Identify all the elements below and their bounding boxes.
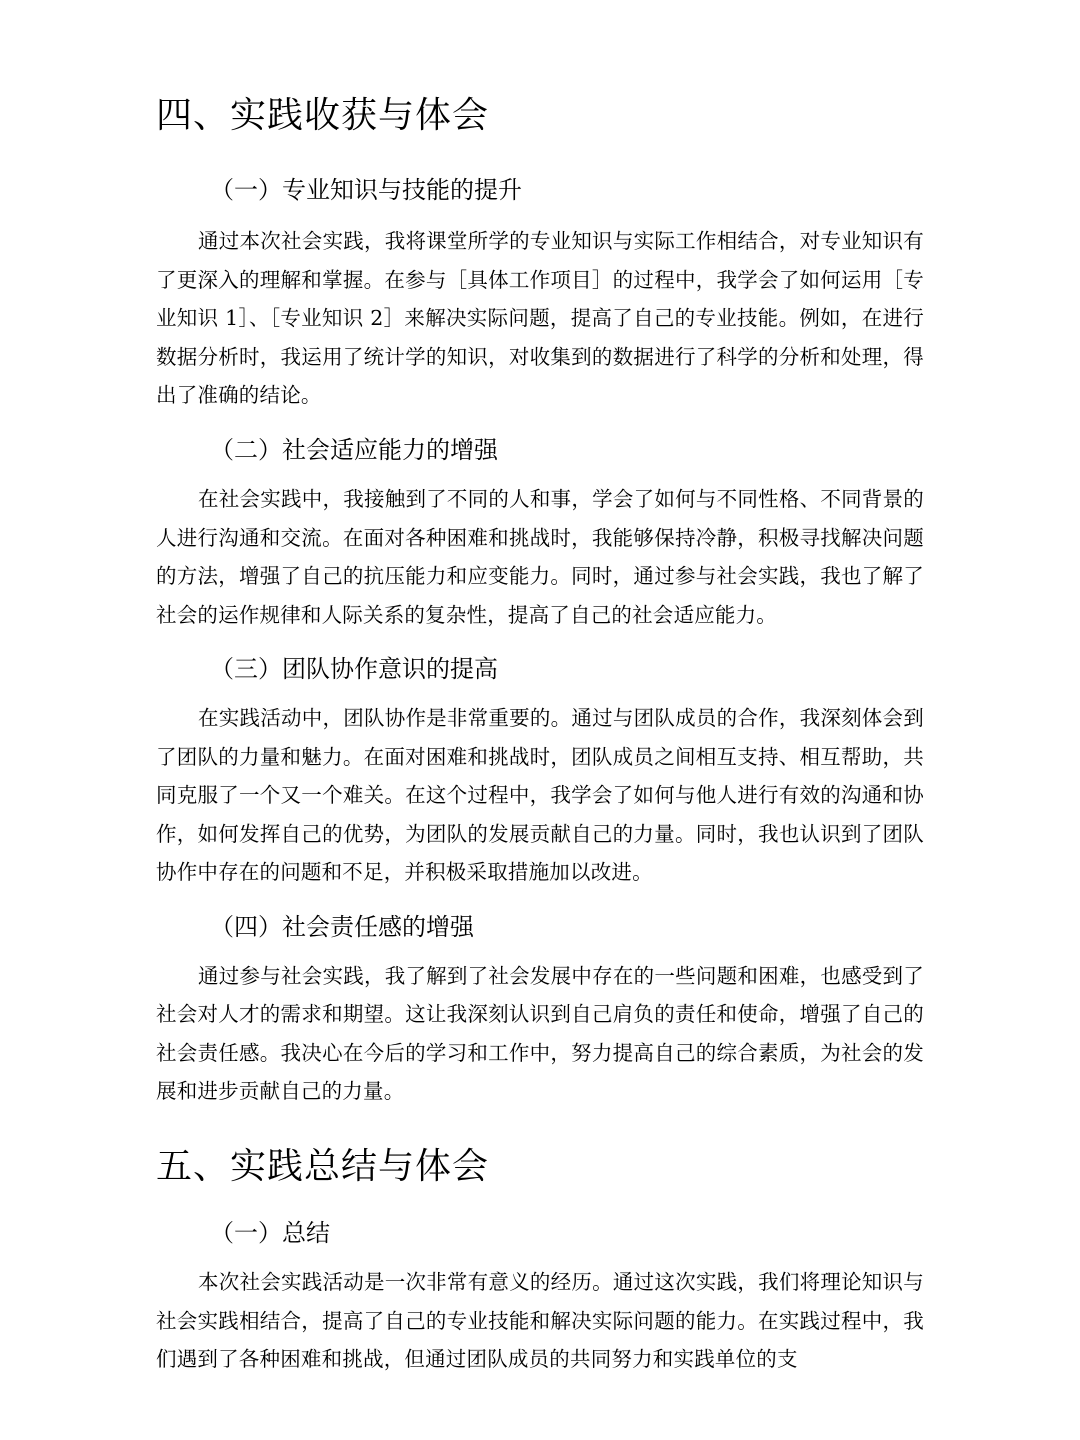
document-body	[156, 94, 924, 1379]
subsection-heading-4-1: （一）专业知识与技能的提升	[210, 176, 522, 205]
subsection-heading-5-1: （一）总结	[210, 1219, 330, 1248]
paragraph-4-4: 通过参与社会实践，我了解到了社会发展中存在的一些问题和困难，也感受到了社会对人才的需求和期望。这让我深刻认识到自己肩负的责任和使命，增强了自己的社会责任感。我决心在今后的学习和工作中，努力提高自己的综合素质，为社会的发展和进步贡献自己的力量。	[156, 963, 924, 1104]
paragraph-4-3: 在实践活动中，团队协作是非常重要的。通过与团队成员的合作，我深刻体会到了团队的力量和魅力。在面对困难和挑战时，团队成员之间相互支持、相互帮助，共同克服了一个又一个难关。在这个过程中，我学会了如何与他人进行有效的沟通和协作，如何发挥自己的优势，为团队的发展贡献自己的力量。同时，我也认识到了团队协作中存在的问题和不足，并积极采取措施加以改进。	[156, 706, 924, 885]
section-heading-4: 四、实践收获与体会	[156, 95, 490, 136]
subsection-heading-4-3: （三）团队协作意识的提高	[210, 655, 498, 684]
subsection-heading-4-4: （四）社会责任感的增强	[210, 912, 474, 941]
paragraph-4-2: 在社会实践中，我接触到了不同的人和事，学会了如何与不同性格、不同背景的人进行沟通和交流。在面对各种困难和挑战时，我能够保持冷静，积极寻找解决问题的方法，增强了自己的抗压能力和应变能力。同时，通过参与社会实践，我也了解了社会的运作规律和人际关系的复杂性，提高了自己的社会适应能力。	[156, 487, 924, 627]
paragraph-4-1: 通过本次社会实践，我将课堂所学的专业知识与实际工作相结合，对专业知识有了更深入的理解和掌握。在参与［具体工作项目］的过程中，我学会了如何运用［专业知识 1］、［专业知识 2］来解决实际问题，提高了自己的专业技能。例如，在进行数据分析时，我运用了统计学的知识，对收集到的数据进行了科学的分析和处理，得出了准确的结论。	[156, 229, 924, 408]
paragraph-5-1: 本次社会实践活动是一次非常有意义的经历。通过这次实践，我们将理论知识与社会实践相结合，提高了自己的专业技能和解决实际问题的能力。在实践过程中，我们遇到了各种困难和挑战，但通过团队成员的共同努力和实践单位的支	[156, 1270, 924, 1372]
section-heading-5: 五、实践总结与体会	[156, 1145, 490, 1187]
subsection-heading-4-2: （二）社会适应能力的增强	[210, 435, 498, 464]
